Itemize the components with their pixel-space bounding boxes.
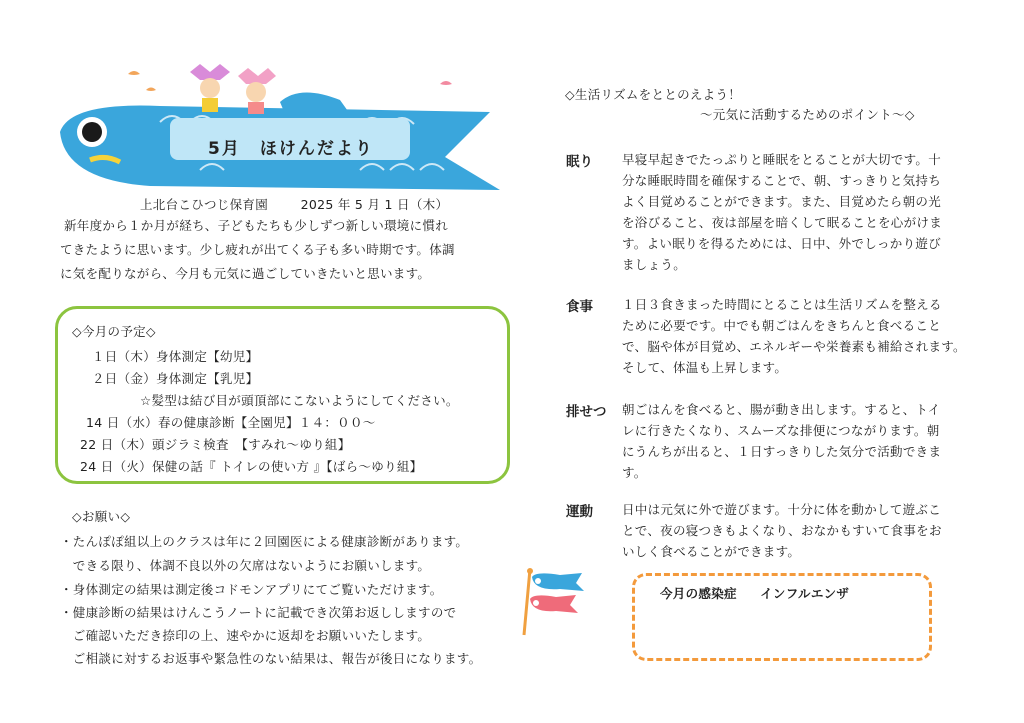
section-line: 分な睡眠時間を確保することで、朝、すっきりと気持ち: [622, 173, 942, 188]
request-line: できる限り、体調不良以外の欠席はないようにお願いします。: [60, 558, 431, 573]
mini-koinobori-icon: [520, 567, 600, 637]
infection-label: 今月の感染症: [660, 586, 737, 601]
section-line: ましょう。: [622, 257, 687, 272]
request-line: ご確認いただき捺印の上、速やかに返却をお願いいたします。: [60, 628, 431, 643]
school-name: 上北台こひつじ保育園: [140, 197, 269, 212]
school-date-line: [140, 195, 448, 213]
request-line: ・たんぽぽ組以上のクラスは年に２回園医による健康診断があります。: [60, 534, 469, 549]
koinobori-illustration: [50, 62, 510, 190]
bird-icon: [146, 88, 156, 92]
section-line: にうんちが出ると、１日すっきりした気分で活動できま: [622, 444, 942, 459]
section-label-excretion: 排せつ: [566, 404, 607, 420]
section-line: １日３食きまった時間にとることは生活リズムを整える: [622, 297, 942, 312]
request-line: ・身体測定の結果は測定後コドモンアプリにてご覧いただけます。: [60, 582, 443, 597]
section-line: 早寝早起きでたっぷりと睡眠をとることが大切です。十: [622, 152, 942, 167]
section-line: 朝ごはんを食べると、腸が動き出します。すると、トイ: [622, 402, 941, 417]
schedule-title: ◇今月の予定◇: [72, 324, 156, 339]
section-line: とで、夜の寝つきもよくなり、おなかもすいて食事をお: [622, 523, 942, 538]
section-label-meals: 食事: [566, 299, 593, 315]
schedule-item: 22 日（木）頭ジラミ検査 【すみれ～ゆり組】: [80, 437, 351, 452]
section-line: を浴びること、夜は部屋を暗くして眠ることを心がけま: [622, 215, 943, 230]
infection-line: [660, 584, 849, 602]
rhythm-subtitle: ～元気に活動するためのポイント～◇: [700, 107, 915, 122]
bird-icon: [440, 81, 452, 85]
section-label-sleep: 眠り: [566, 154, 593, 170]
infection-value: インフルエンザ: [760, 586, 850, 601]
section-line: いしく食べることができます。: [622, 544, 801, 559]
section-line: ために必要です。中でも朝ごはんをきちんと食べること: [622, 318, 942, 333]
intro-line: 新年度から１か月が経ち、子どもたちも少しずつ新しい環境に慣れ: [64, 218, 449, 233]
page-title: 5月 ほけんだより: [208, 139, 374, 159]
schedule-item: １日（木）身体測定【幼児】: [92, 349, 259, 364]
section-line: レに行きたくなり、スムーズな排便につながります。朝: [622, 423, 940, 438]
children-icon: [190, 64, 276, 114]
section-line: す。よい眠りを得るためには、日中、外でしっかり遊び: [622, 236, 942, 251]
schedule-note: ☆髪型は結び目が頭頂部にこないようにしてください。: [140, 393, 459, 408]
rhythm-title: ◇生活リズムをととのえよう！: [565, 87, 742, 102]
section-line: 日中は元気に外で遊びます。十分に体を動かして遊ぶこ: [622, 502, 942, 517]
section-line: よく目覚めることができます。また、目覚めたら朝の光: [622, 194, 942, 209]
issue-date: 2025 年 5 月 1 日（木）: [300, 197, 449, 212]
request-line: ご相談に対するお返事や緊急性のない結果は、報告が後日になります。: [60, 651, 482, 666]
intro-line: に気を配りながら、今月も元気に過ごしていきたいと思います。: [60, 266, 431, 281]
request-line: ・健康診断の結果はけんこうノートに記載でき次第お返ししますので: [60, 605, 457, 620]
schedule-item: 14 日（水）春の健康診断【全園児】１４：００～: [86, 415, 376, 430]
requests-title: ◇お願い◇: [72, 509, 131, 524]
section-label-exercise: 運動: [566, 504, 593, 520]
section-line: す。: [622, 465, 647, 480]
section-line: で、脳や体が目覚め、エネルギーや栄養素も補給されます。: [622, 339, 966, 354]
section-line: そして、体温も上昇します。: [622, 360, 788, 375]
bird-icon: [128, 71, 140, 75]
schedule-item: 24 日（火）保健の話『 トイレの使い方 』【ばら～ゆり組】: [80, 459, 423, 474]
intro-line: てきたように思います。少し疲れが出てくる子も多い時期です。体調: [60, 242, 455, 257]
schedule-item: ２日（金）身体測定【乳児】: [92, 371, 259, 386]
